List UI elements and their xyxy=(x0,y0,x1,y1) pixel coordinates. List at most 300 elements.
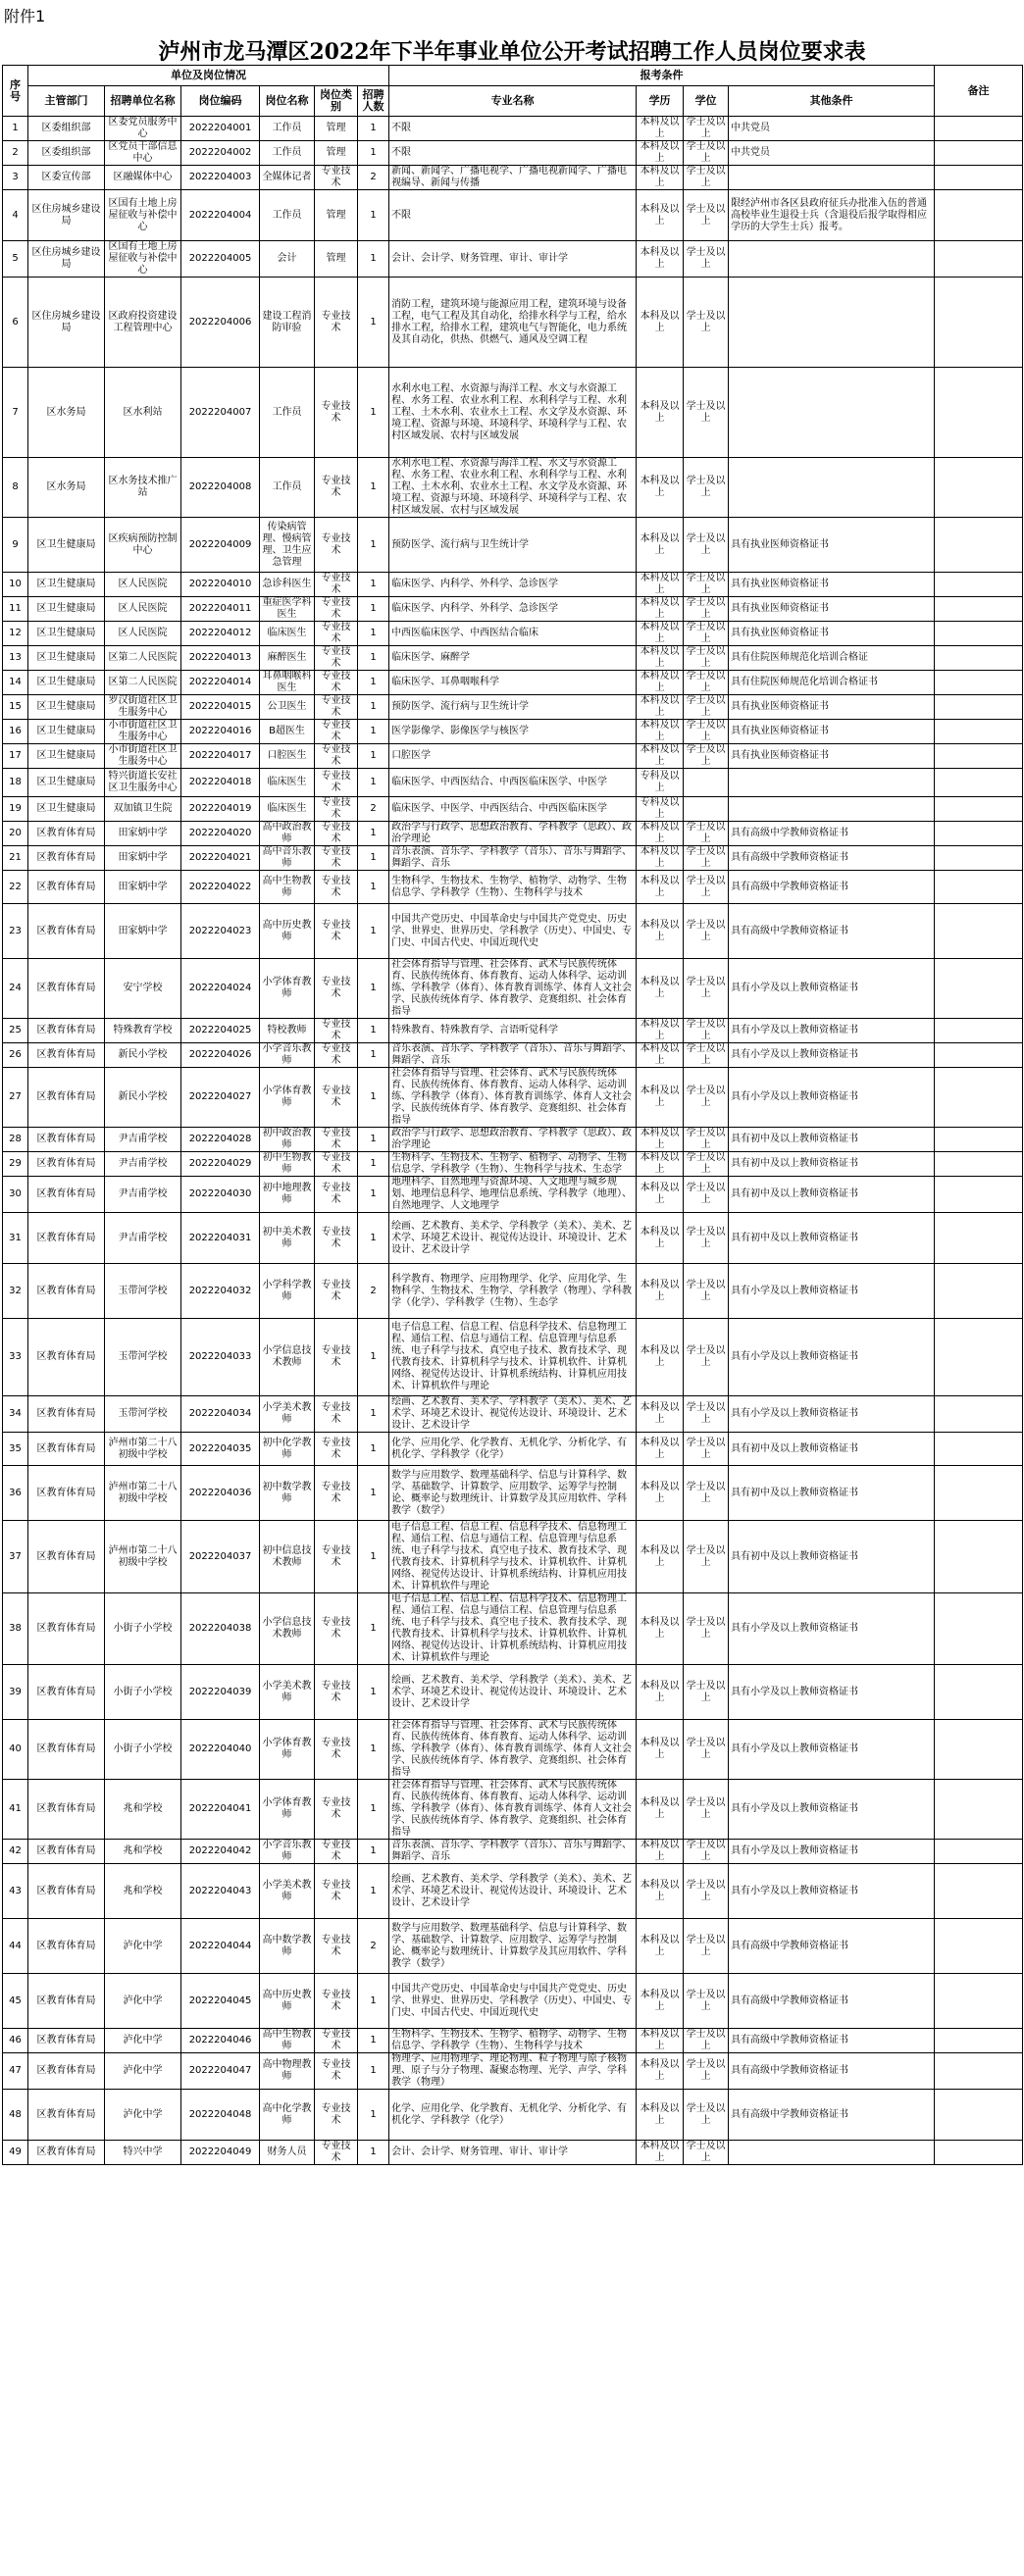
cell-education: 本科及以上 xyxy=(637,904,684,959)
cell-major: 绘画、艺术教育、美术学、学科教学（美术）、美术、艺术学、环境艺术设计、视觉传达设计、环境设计、艺术设计、艺术设计学 xyxy=(389,1213,637,1264)
cell-major: 政治学与行政学、思想政治教育、学科教学（思政）、政治学理论 xyxy=(389,822,637,846)
cell-dept: 区教育体育局 xyxy=(28,1152,105,1177)
cell-education: 本科及以上 xyxy=(637,117,684,141)
cell-seq: 40 xyxy=(3,1720,28,1780)
cell-degree xyxy=(684,797,729,822)
cell-degree: 学士及以上 xyxy=(684,1466,729,1521)
cell-hire-count: 2 xyxy=(358,1919,389,1974)
cell-dept: 区教育体育局 xyxy=(28,904,105,959)
cell-hire-count: 1 xyxy=(358,2029,389,2053)
cell-dept: 区教育体育局 xyxy=(28,1068,105,1128)
cell-unit-name: 尹吉甫学校 xyxy=(105,1177,181,1213)
cell-position-type: 专业技术 xyxy=(315,1433,358,1466)
cell-dept: 区教育体育局 xyxy=(28,1177,105,1213)
cell-dept: 区卫生健康局 xyxy=(28,671,105,695)
cell-education: 本科及以上 xyxy=(637,2053,684,2090)
cell-seq: 18 xyxy=(3,769,28,797)
cell-remark xyxy=(935,1264,1023,1319)
cell-degree: 学士及以上 xyxy=(684,904,729,959)
cell-other-conditions: 具有初中及以上教师资格证书 xyxy=(729,1466,935,1521)
cell-unit-name: 区国有土地上房屋征收与补偿中心 xyxy=(105,241,181,278)
cell-other-conditions xyxy=(729,458,935,518)
cell-seq: 22 xyxy=(3,871,28,904)
cell-hire-count: 2 xyxy=(358,797,389,822)
cell-major: 地理科学、自然地理与资源环境、人文地理与城乡规划、地理信息科学、地理信息系统、学科教学（地理）、自然地理学、人文地理学 xyxy=(389,1177,637,1213)
cell-other-conditions: 具有初中及以上教师资格证书 xyxy=(729,1177,935,1213)
table-row xyxy=(3,241,1023,278)
cell-other-conditions: 具有高级中学教师资格证书 xyxy=(729,846,935,871)
cell-hire-count: 1 xyxy=(358,871,389,904)
cell-major: 生物科学、生物技术、生物学、植物学、动物学、生物信息学、学科教学（生物）、生物科学与技术 xyxy=(389,871,637,904)
cell-other-conditions: 具有小学及以上教师资格证书 xyxy=(729,1864,935,1919)
cell-seq: 36 xyxy=(3,1466,28,1521)
table-row xyxy=(3,1152,1023,1177)
cell-position-name: 会计 xyxy=(260,241,315,278)
cell-unit-name: 小市街道社区卫生服务中心 xyxy=(105,744,181,769)
cell-unit-name: 特殊教育学校 xyxy=(105,1019,181,1043)
cell-other-conditions: 具有执业医师资格证书 xyxy=(729,720,935,744)
cell-remark xyxy=(935,1068,1023,1128)
cell-education: 本科及以上 xyxy=(637,1019,684,1043)
cell-degree: 学士及以上 xyxy=(684,1521,729,1593)
cell-dept: 区教育体育局 xyxy=(28,2090,105,2141)
cell-seq: 46 xyxy=(3,2029,28,2053)
cell-unit-name: 区政府投资建设工程管理中心 xyxy=(105,278,181,368)
cell-other-conditions xyxy=(729,769,935,797)
table-row xyxy=(3,1720,1023,1780)
cell-major: 社会体育指导与管理、社会体育、武术与民族传统体育、民族传统体育、体育教育、运动人体科学、运动训练、学科教学（体育）、体育教育训练学、体育人文社会学、民族传统体育学、体育教学、竞赛组织、社会体育指导 xyxy=(389,959,637,1019)
cell-position-code: 2022204013 xyxy=(181,646,260,671)
cell-unit-name: 泸州市第二十八初级中学校 xyxy=(105,1466,181,1521)
cell-remark xyxy=(935,1864,1023,1919)
cell-position-code: 2022204006 xyxy=(181,278,260,368)
cell-degree: 学士及以上 xyxy=(684,1720,729,1780)
cell-position-type: 专业技术 xyxy=(315,1128,358,1152)
cell-other-conditions: 具有小学及以上教师资格证书 xyxy=(729,1043,935,1068)
attachment-label: 附件1 xyxy=(4,7,46,25)
cell-degree: 学士及以上 xyxy=(684,1019,729,1043)
cell-unit-name: 区疾病预防控制中心 xyxy=(105,518,181,573)
cell-unit-name: 区人民医院 xyxy=(105,597,181,622)
cell-position-type: 专业技术 xyxy=(315,278,358,368)
cell-seq: 9 xyxy=(3,518,28,573)
cell-position-name: 建设工程消防审验 xyxy=(260,278,315,368)
cell-education: 本科及以上 xyxy=(637,1213,684,1264)
cell-degree: 学士及以上 xyxy=(684,1043,729,1068)
cell-position-name: 高中历史教师 xyxy=(260,904,315,959)
table-row xyxy=(3,1068,1023,1128)
cell-seq: 3 xyxy=(3,166,28,190)
cell-dept: 区卫生健康局 xyxy=(28,769,105,797)
cell-education: 本科及以上 xyxy=(637,646,684,671)
cell-degree: 学士及以上 xyxy=(684,720,729,744)
cell-position-type: 专业技术 xyxy=(315,822,358,846)
cell-degree: 学士及以上 xyxy=(684,2141,729,2165)
cell-education: 本科及以上 xyxy=(637,1593,684,1665)
cell-other-conditions xyxy=(729,2141,935,2165)
cell-other-conditions: 具有初中及以上教师资格证书 xyxy=(729,1128,935,1152)
cell-hire-count: 1 xyxy=(358,646,389,671)
cell-remark xyxy=(935,1128,1023,1152)
cell-position-code: 2022204034 xyxy=(181,1396,260,1433)
cell-hire-count: 1 xyxy=(358,720,389,744)
cell-position-code: 2022204019 xyxy=(181,797,260,822)
table-row xyxy=(3,744,1023,769)
cell-unit-name: 小街子小学校 xyxy=(105,1593,181,1665)
cell-position-type: 专业技术 xyxy=(315,744,358,769)
cell-position-name: 小学美术教师 xyxy=(260,1864,315,1919)
cell-seq: 17 xyxy=(3,744,28,769)
cell-unit-name: 区水利站 xyxy=(105,368,181,458)
cell-hire-count: 1 xyxy=(358,458,389,518)
table-row xyxy=(3,1019,1023,1043)
cell-position-type: 专业技术 xyxy=(315,1068,358,1128)
cell-other-conditions: 具有小学及以上教师资格证书 xyxy=(729,1068,935,1128)
cell-dept: 区卫生健康局 xyxy=(28,797,105,822)
cell-position-type: 专业技术 xyxy=(315,1396,358,1433)
cell-major: 不限 xyxy=(389,117,637,141)
header-remark: 备注 xyxy=(935,66,1023,117)
cell-education: 本科及以上 xyxy=(637,2090,684,2141)
cell-dept: 区卫生健康局 xyxy=(28,518,105,573)
cell-unit-name: 泸化中学 xyxy=(105,2029,181,2053)
cell-dept: 区卫生健康局 xyxy=(28,720,105,744)
cell-hire-count: 1 xyxy=(358,1019,389,1043)
cell-seq: 34 xyxy=(3,1396,28,1433)
cell-position-name: 小学体育教师 xyxy=(260,1780,315,1840)
cell-education: 本科及以上 xyxy=(637,1068,684,1128)
table-row xyxy=(3,797,1023,822)
cell-major: 音乐表演、音乐学、学科教学（音乐）、音乐与舞蹈学、舞蹈学、音乐 xyxy=(389,846,637,871)
cell-major: 临床医学、麻醉学 xyxy=(389,646,637,671)
cell-position-code: 2022204005 xyxy=(181,241,260,278)
cell-degree: 学士及以上 xyxy=(684,1974,729,2029)
cell-dept: 区卫生健康局 xyxy=(28,695,105,720)
cell-position-name: 高中化学教师 xyxy=(260,2090,315,2141)
cell-position-type: 专业技术 xyxy=(315,1720,358,1780)
cell-degree: 学士及以上 xyxy=(684,1319,729,1396)
cell-education: 本科及以上 xyxy=(637,1396,684,1433)
cell-unit-name: 区人民医院 xyxy=(105,573,181,597)
cell-position-type: 专业技术 xyxy=(315,797,358,822)
cell-position-name: 初中政治教师 xyxy=(260,1128,315,1152)
cell-position-type: 专业技术 xyxy=(315,597,358,622)
cell-remark xyxy=(935,846,1023,871)
cell-degree: 学士及以上 xyxy=(684,959,729,1019)
table-row xyxy=(3,190,1023,241)
cell-other-conditions: 具有小学及以上教师资格证书 xyxy=(729,1593,935,1665)
cell-dept: 区卫生健康局 xyxy=(28,646,105,671)
cell-hire-count: 1 xyxy=(358,769,389,797)
table-row xyxy=(3,1319,1023,1396)
cell-dept: 区教育体育局 xyxy=(28,1019,105,1043)
cell-remark xyxy=(935,1213,1023,1264)
cell-unit-name: 尹吉甫学校 xyxy=(105,1128,181,1152)
cell-other-conditions: 具有初中及以上教师资格证书 xyxy=(729,1152,935,1177)
cell-other-conditions: 具有小学及以上教师资格证书 xyxy=(729,1840,935,1864)
cell-degree: 学士及以上 xyxy=(684,458,729,518)
cell-position-name: 高中历史教师 xyxy=(260,1974,315,2029)
cell-degree: 学士及以上 xyxy=(684,1396,729,1433)
cell-dept: 区水务局 xyxy=(28,368,105,458)
cell-remark xyxy=(935,1521,1023,1593)
cell-seq: 31 xyxy=(3,1213,28,1264)
table-row xyxy=(3,1433,1023,1466)
cell-dept: 区卫生健康局 xyxy=(28,744,105,769)
positions-table xyxy=(2,65,1023,2165)
cell-remark xyxy=(935,959,1023,1019)
cell-position-code: 2022204014 xyxy=(181,671,260,695)
cell-position-name: 高中物理教师 xyxy=(260,2053,315,2090)
cell-other-conditions: 具有小学及以上教师资格证书 xyxy=(729,1665,935,1720)
cell-seq: 26 xyxy=(3,1043,28,1068)
cell-education: 本科及以上 xyxy=(637,744,684,769)
cell-dept: 区教育体育局 xyxy=(28,1840,105,1864)
cell-position-type: 专业技术 xyxy=(315,1466,358,1521)
cell-unit-name: 田家炳中学 xyxy=(105,822,181,846)
table-row xyxy=(3,1665,1023,1720)
header-unit-group: 单位及岗位情况 xyxy=(28,66,389,86)
cell-position-code: 2022204018 xyxy=(181,769,260,797)
cell-position-code: 2022204026 xyxy=(181,1043,260,1068)
cell-major: 绘画、艺术教育、美术学、学科教学（美术）、美术、艺术学、环境艺术设计、视觉传达设计、环境设计、艺术设计、艺术设计学 xyxy=(389,1396,637,1433)
cell-degree xyxy=(684,769,729,797)
cell-remark xyxy=(935,458,1023,518)
cell-other-conditions: 中共党员 xyxy=(729,117,935,141)
cell-other-conditions: 具有执业医师资格证书 xyxy=(729,695,935,720)
cell-position-name: 传染病管理、慢病管理、卫生应急管理 xyxy=(260,518,315,573)
table-row xyxy=(3,1128,1023,1152)
cell-seq: 28 xyxy=(3,1128,28,1152)
cell-position-type: 专业技术 xyxy=(315,1152,358,1177)
cell-education: 本科及以上 xyxy=(637,1177,684,1213)
cell-remark xyxy=(935,141,1023,166)
cell-position-name: 小学体育教师 xyxy=(260,1068,315,1128)
cell-position-type: 专业技术 xyxy=(315,646,358,671)
cell-position-type: 专业技术 xyxy=(315,2141,358,2165)
cell-major: 绘画、艺术教育、美术学、学科教学（美术）、美术、艺术学、环境艺术设计、视觉传达设计、环境设计、艺术设计、艺术设计学 xyxy=(389,1665,637,1720)
cell-hire-count: 1 xyxy=(358,1593,389,1665)
cell-other-conditions: 具有初中及以上教师资格证书 xyxy=(729,1433,935,1466)
cell-hire-count: 1 xyxy=(358,695,389,720)
cell-remark xyxy=(935,368,1023,458)
cell-hire-count: 1 xyxy=(358,2053,389,2090)
cell-position-name: 特校教师 xyxy=(260,1019,315,1043)
cell-seq: 7 xyxy=(3,368,28,458)
cell-degree: 学士及以上 xyxy=(684,597,729,622)
cell-other-conditions xyxy=(729,166,935,190)
table-row xyxy=(3,166,1023,190)
cell-position-code: 2022204028 xyxy=(181,1128,260,1152)
cell-position-type: 专业技术 xyxy=(315,846,358,871)
cell-education: 本科及以上 xyxy=(637,368,684,458)
table-row xyxy=(3,1466,1023,1521)
table-row xyxy=(3,1264,1023,1319)
table-row xyxy=(3,695,1023,720)
header-req-group: 报考条件 xyxy=(389,66,935,86)
cell-position-code: 2022204001 xyxy=(181,117,260,141)
cell-unit-name: 区水务技术推广站 xyxy=(105,458,181,518)
cell-other-conditions: 具有高级中学教师资格证书 xyxy=(729,1919,935,1974)
table-row xyxy=(3,1864,1023,1919)
cell-major: 临床医学、中医学、中西医结合、中西医临床医学 xyxy=(389,797,637,822)
cell-unit-name: 田家炳中学 xyxy=(105,871,181,904)
table-row xyxy=(3,2090,1023,2141)
cell-position-name: 高中政治教师 xyxy=(260,822,315,846)
cell-major: 临床医学、内科学、外科学、急诊医学 xyxy=(389,597,637,622)
cell-degree: 学士及以上 xyxy=(684,1068,729,1128)
cell-dept: 区教育体育局 xyxy=(28,2141,105,2165)
cell-position-code: 2022204008 xyxy=(181,458,260,518)
cell-position-code: 2022204017 xyxy=(181,744,260,769)
cell-remark xyxy=(935,1840,1023,1864)
cell-position-code: 2022204045 xyxy=(181,1974,260,2029)
cell-major: 社会体育指导与管理、社会体育、武术与民族传统体育、民族传统体育、体育教育、运动人体科学、运动训练、学科教学（体育）、体育教育训练学、体育人文社会学、民族传统体育学、体育教学、竞赛组织、社会体育指导 xyxy=(389,1068,637,1128)
cell-hire-count: 1 xyxy=(358,904,389,959)
cell-position-type: 专业技术 xyxy=(315,1521,358,1593)
cell-seq: 20 xyxy=(3,822,28,846)
cell-seq: 43 xyxy=(3,1864,28,1919)
cell-dept: 区教育体育局 xyxy=(28,1521,105,1593)
cell-degree: 学士及以上 xyxy=(684,2090,729,2141)
cell-hire-count: 2 xyxy=(358,166,389,190)
cell-degree: 学士及以上 xyxy=(684,744,729,769)
cell-education: 本科及以上 xyxy=(637,671,684,695)
cell-hire-count: 1 xyxy=(358,1213,389,1264)
cell-position-code: 2022204032 xyxy=(181,1264,260,1319)
cell-position-name: 小学体育教师 xyxy=(260,959,315,1019)
cell-position-type: 专业技术 xyxy=(315,695,358,720)
cell-seq: 49 xyxy=(3,2141,28,2165)
cell-education: 本科及以上 xyxy=(637,1521,684,1593)
cell-seq: 4 xyxy=(3,190,28,241)
cell-degree: 学士及以上 xyxy=(684,1864,729,1919)
cell-position-name: 临床医生 xyxy=(260,797,315,822)
cell-education: 本科及以上 xyxy=(637,458,684,518)
cell-major: 电子信息工程、信息工程、信息科学技术、信息物理工程、通信工程、信息与通信工程、信息管理与信息系统、电子科学与技术、真空电子技术、教育技术学、现代教育技术、计算机科学与技术、计算机软件、计算机网络、视觉传达设计、计算机系统结构、计算机应用技术、计算机软件与理论 xyxy=(389,1319,637,1396)
cell-other-conditions: 具有住院医师规范化培训合格证书 xyxy=(729,671,935,695)
cell-dept: 区委组织部 xyxy=(28,141,105,166)
cell-major: 生物科学、生物技术、生物学、植物学、动物学、生物信息学、学科教学（生物）、生物科学与技术、生态学 xyxy=(389,1152,637,1177)
cell-position-code: 2022204020 xyxy=(181,822,260,846)
cell-major: 不限 xyxy=(389,190,637,241)
cell-other-conditions: 具有高级中学教师资格证书 xyxy=(729,2053,935,2090)
cell-position-name: 初中生物教师 xyxy=(260,1152,315,1177)
cell-position-type: 专业技术 xyxy=(315,368,358,458)
cell-degree: 学士及以上 xyxy=(684,141,729,166)
cell-education: 本科及以上 xyxy=(637,720,684,744)
cell-position-name: 高中音乐教师 xyxy=(260,846,315,871)
cell-hire-count: 1 xyxy=(358,597,389,622)
cell-dept: 区教育体育局 xyxy=(28,2053,105,2090)
cell-hire-count: 1 xyxy=(358,1974,389,2029)
cell-seq: 21 xyxy=(3,846,28,871)
cell-position-code: 2022204046 xyxy=(181,2029,260,2053)
table-row xyxy=(3,720,1023,744)
cell-unit-name: 特兴中学 xyxy=(105,2141,181,2165)
cell-unit-name: 玉带河学校 xyxy=(105,1264,181,1319)
cell-major: 会计、会计学、财务管理、审计、审计学 xyxy=(389,241,637,278)
cell-position-code: 2022204007 xyxy=(181,368,260,458)
cell-hire-count: 1 xyxy=(358,671,389,695)
cell-dept: 区教育体育局 xyxy=(28,1974,105,2029)
cell-dept: 区教育体育局 xyxy=(28,1128,105,1152)
cell-position-name: 初中信息技术教师 xyxy=(260,1521,315,1593)
cell-degree: 学士及以上 xyxy=(684,518,729,573)
header-education: 学历 xyxy=(637,86,684,117)
cell-position-code: 2022204047 xyxy=(181,2053,260,2090)
cell-position-code: 2022204030 xyxy=(181,1177,260,1213)
table-row xyxy=(3,904,1023,959)
cell-dept: 区委组织部 xyxy=(28,117,105,141)
cell-other-conditions: 限经泸州市各区县政府征兵办批准入伍的普通高校毕业生退役士兵（含退役后报学取得相应学历的大学生士兵）报考。 xyxy=(729,190,935,241)
cell-other-conditions xyxy=(729,278,935,368)
cell-dept: 区教育体育局 xyxy=(28,1593,105,1665)
header-seq: 序号 xyxy=(3,66,28,117)
cell-dept: 区教育体育局 xyxy=(28,1043,105,1068)
cell-remark xyxy=(935,1019,1023,1043)
table-row xyxy=(3,141,1023,166)
cell-other-conditions: 具有初中及以上教师资格证书 xyxy=(729,1213,935,1264)
cell-position-name: 财务人员 xyxy=(260,2141,315,2165)
cell-unit-name: 区党员干部信息中心 xyxy=(105,141,181,166)
cell-unit-name: 罗汉街道社区卫生服务中心 xyxy=(105,695,181,720)
cell-education: 本科及以上 xyxy=(637,1974,684,2029)
cell-remark xyxy=(935,622,1023,646)
cell-position-name: 小学信息技术教师 xyxy=(260,1319,315,1396)
cell-other-conditions xyxy=(729,368,935,458)
cell-unit-name: 尹吉甫学校 xyxy=(105,1152,181,1177)
cell-position-name: 耳鼻咽喉科医生 xyxy=(260,671,315,695)
cell-degree: 学士及以上 xyxy=(684,1128,729,1152)
cell-seq: 44 xyxy=(3,1919,28,1974)
cell-position-name: 小学信息技术教师 xyxy=(260,1593,315,1665)
cell-education: 本科及以上 xyxy=(637,1152,684,1177)
cell-education: 本科及以上 xyxy=(637,695,684,720)
cell-seq: 24 xyxy=(3,959,28,1019)
cell-education: 本科及以上 xyxy=(637,1128,684,1152)
cell-major: 不限 xyxy=(389,141,637,166)
cell-unit-name: 玉带河学校 xyxy=(105,1396,181,1433)
cell-position-name: B超医生 xyxy=(260,720,315,744)
cell-major: 电子信息工程、信息工程、信息科学技术、信息物理工程、通信工程、信息与通信工程、信息管理与信息系统、电子科学与技术、真空电子技术、教育技术学、现代教育技术、计算机科学与技术、计算机软件、计算机网络、视觉传达设计、计算机系统结构、计算机应用技术、计算机软件与理论 xyxy=(389,1521,637,1593)
cell-position-type: 专业技术 xyxy=(315,1665,358,1720)
cell-major: 中国共产党历史、中国革命史与中国共产党党史、历史学、世界史、世界历史、学科教学（历史）、中国史、专门史、中国古代史、中国近现代史 xyxy=(389,904,637,959)
cell-seq: 27 xyxy=(3,1068,28,1128)
cell-dept: 区教育体育局 xyxy=(28,2029,105,2053)
cell-hire-count: 1 xyxy=(358,822,389,846)
cell-dept: 区教育体育局 xyxy=(28,1919,105,1974)
cell-dept: 区教育体育局 xyxy=(28,1396,105,1433)
cell-major: 科学教育、物理学、应用物理学、化学、应用化学、生物科学、生物技术、生物学、学科教学（物理）、学科教学（化学）、学科教学（生物）、生态学 xyxy=(389,1264,637,1319)
table-row xyxy=(3,1780,1023,1840)
cell-unit-name: 玉带河学校 xyxy=(105,1319,181,1396)
cell-seq: 37 xyxy=(3,1521,28,1593)
cell-other-conditions: 具有高级中学教师资格证书 xyxy=(729,904,935,959)
cell-seq: 15 xyxy=(3,695,28,720)
cell-position-name: 初中数学教师 xyxy=(260,1466,315,1521)
cell-major: 化学、应用化学、化学教育、无机化学、分析化学、有机化学、学科教学（化学） xyxy=(389,1433,637,1466)
cell-other-conditions: 具有小学及以上教师资格证书 xyxy=(729,1019,935,1043)
cell-seq: 1 xyxy=(3,117,28,141)
cell-position-code: 2022204003 xyxy=(181,166,260,190)
cell-remark xyxy=(935,117,1023,141)
table-row xyxy=(3,822,1023,846)
cell-other-conditions: 具有执业医师资格证书 xyxy=(729,744,935,769)
cell-hire-count: 1 xyxy=(358,1521,389,1593)
cell-hire-count: 1 xyxy=(358,744,389,769)
header-dept: 主管部门 xyxy=(28,86,105,117)
